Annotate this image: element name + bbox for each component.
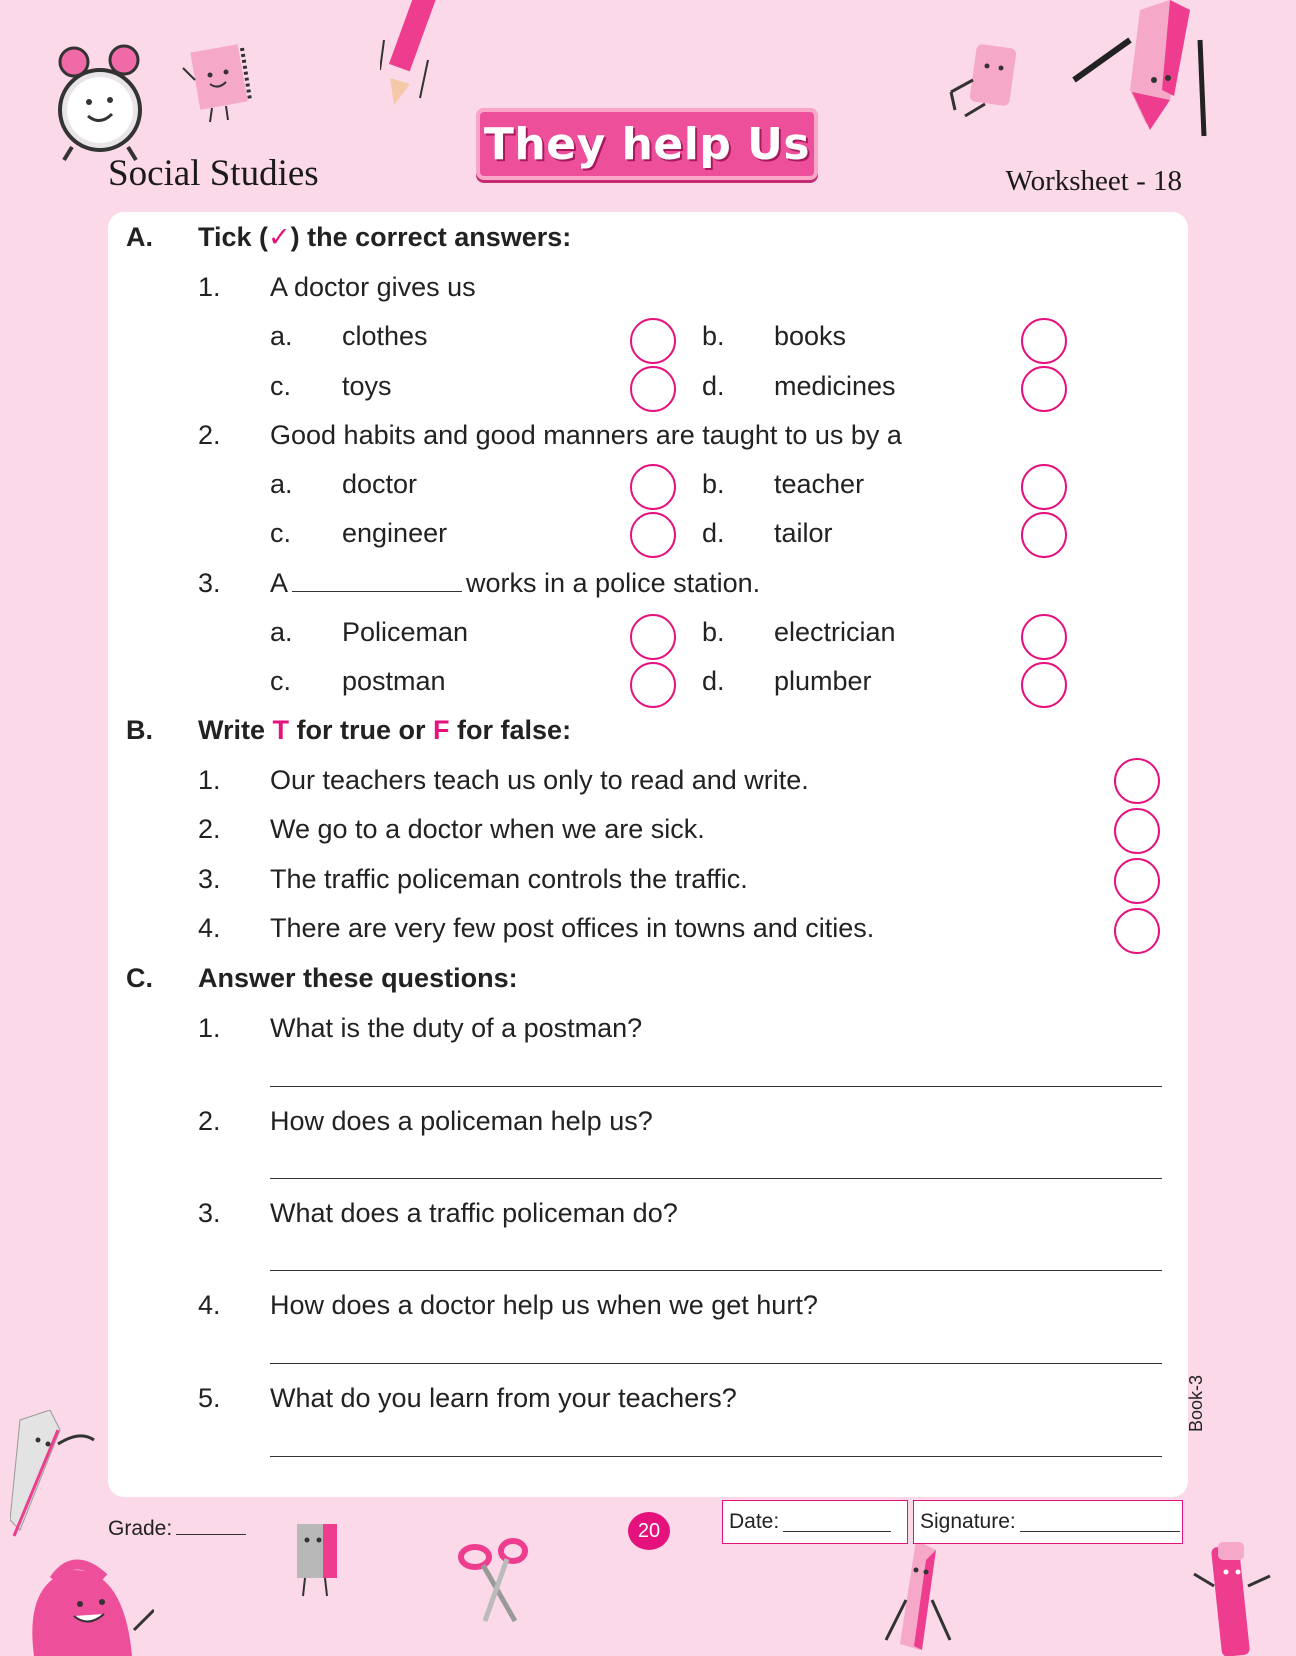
- answer-circle[interactable]: [630, 366, 676, 412]
- option-letter: d.: [702, 518, 725, 548]
- option-text: engineer: [342, 518, 448, 548]
- answer-line[interactable]: [270, 1363, 1162, 1364]
- section-c-heading: Answer these questions:: [198, 963, 518, 993]
- true-false-circle[interactable]: [1114, 808, 1160, 854]
- option-letter: b.: [702, 617, 725, 647]
- question-number: 1.: [198, 272, 221, 302]
- true-false-circle[interactable]: [1114, 908, 1160, 954]
- section-b-letter: B.: [126, 715, 153, 745]
- answer-circle[interactable]: [1021, 662, 1067, 708]
- book-label: Book-3: [1186, 1374, 1206, 1432]
- section-b-heading: Write T for true or F for false:: [198, 715, 572, 745]
- option-text: tailor: [774, 518, 833, 548]
- title-banner: [476, 108, 818, 180]
- answer-line[interactable]: [270, 1086, 1162, 1087]
- section-a-letter: A.: [126, 222, 153, 252]
- question-text: What is the duty of a postman?: [270, 1013, 643, 1043]
- answer-circle[interactable]: [1021, 614, 1067, 660]
- true-false-circle[interactable]: [1114, 858, 1160, 904]
- option-letter: d.: [702, 666, 725, 696]
- notebook-illustration: [180, 40, 260, 125]
- statement-text: We go to a doctor when we are sick.: [270, 814, 705, 844]
- section-a-heading: Tick (✓) the correct answers:: [198, 222, 572, 252]
- option-letter: c.: [270, 666, 292, 696]
- answer-line[interactable]: [270, 1270, 1162, 1271]
- option-text: postman: [342, 666, 446, 696]
- option-text: books: [774, 321, 847, 351]
- date-field[interactable]: Date:: [722, 1500, 908, 1544]
- answer-circle[interactable]: [630, 614, 676, 660]
- statement-text: The traffic policeman controls the traffic.: [270, 864, 748, 894]
- true-false-circle[interactable]: [1114, 758, 1160, 804]
- answer-circle[interactable]: [630, 512, 676, 558]
- option-text: doctor: [342, 469, 418, 499]
- statement-number: 2.: [198, 814, 221, 844]
- scissors-illustration: [455, 1535, 535, 1625]
- subject-label: Social Studies: [108, 153, 319, 194]
- option-letter: c.: [270, 518, 292, 548]
- alarm-clock-illustration: [52, 42, 152, 162]
- question-text: How does a doctor help us when we get hurt?: [270, 1290, 818, 1320]
- statement-text: There are very few post offices in towns and cities.: [270, 913, 875, 943]
- question-text: What do you learn from your teachers?: [270, 1383, 737, 1413]
- option-text: plumber: [774, 666, 872, 696]
- option-letter: a.: [270, 469, 293, 499]
- statement-number: 3.: [198, 864, 221, 894]
- option-text: Policeman: [342, 617, 469, 647]
- answer-circle[interactable]: [1021, 366, 1067, 412]
- crayon-illustration: [880, 1540, 960, 1656]
- answer-line[interactable]: [270, 1456, 1162, 1457]
- question-number: 4.: [198, 1290, 221, 1320]
- option-letter: b.: [702, 469, 725, 499]
- answer-line[interactable]: [270, 1178, 1162, 1179]
- pen-character-illustration: [1190, 1536, 1280, 1656]
- page-number: 20: [628, 1512, 670, 1550]
- grade-field[interactable]: Grade:: [108, 1516, 246, 1541]
- answer-circle[interactable]: [630, 464, 676, 510]
- worksheet-number: Worksheet - 18: [1005, 165, 1182, 197]
- option-text: electrician: [774, 617, 896, 647]
- pencil-illustration: [380, 0, 440, 110]
- question-text: Good habits and good manners are taught to us by a: [270, 420, 902, 450]
- question-text: What does a traffic policeman do?: [270, 1198, 678, 1228]
- question-number: 3.: [198, 568, 221, 598]
- answer-circle[interactable]: [1021, 464, 1067, 510]
- option-text: toys: [342, 371, 392, 401]
- answer-circle[interactable]: [1021, 512, 1067, 558]
- option-letter: d.: [702, 371, 725, 401]
- option-letter: a.: [270, 617, 293, 647]
- answer-circle[interactable]: [630, 662, 676, 708]
- page-title: They help Us: [483, 118, 811, 170]
- answer-circle[interactable]: [630, 318, 676, 364]
- option-text: teacher: [774, 469, 865, 499]
- question-text: A doctor gives us: [270, 272, 476, 302]
- question-number: 2.: [198, 420, 221, 450]
- option-letter: a.: [270, 321, 293, 351]
- option-text: medicines: [774, 371, 896, 401]
- question-number: 2.: [198, 1106, 221, 1136]
- question-number: 3.: [198, 1198, 221, 1228]
- question-text: How does a policeman help us?: [270, 1106, 653, 1136]
- option-text: clothes: [342, 321, 428, 351]
- option-letter: c.: [270, 371, 292, 401]
- statement-text: Our teachers teach us only to read and write.: [270, 765, 809, 795]
- section-c-letter: C.: [126, 963, 153, 993]
- pencil-character-illustration: [1070, 0, 1210, 140]
- answer-circle[interactable]: [1021, 318, 1067, 364]
- question-text: A works in a police station.: [270, 568, 761, 598]
- question-number: 5.: [198, 1383, 221, 1413]
- eraser-illustration: [945, 40, 1035, 120]
- statement-number: 1.: [198, 765, 221, 795]
- question-number: 1.: [198, 1013, 221, 1043]
- sharpener-illustration: [283, 1520, 353, 1600]
- statement-number: 4.: [198, 913, 221, 943]
- signature-field[interactable]: Signature:: [913, 1500, 1183, 1544]
- fill-in-blank[interactable]: [292, 569, 462, 592]
- option-letter: b.: [702, 321, 725, 351]
- tick-mark-icon: ✓: [268, 222, 291, 252]
